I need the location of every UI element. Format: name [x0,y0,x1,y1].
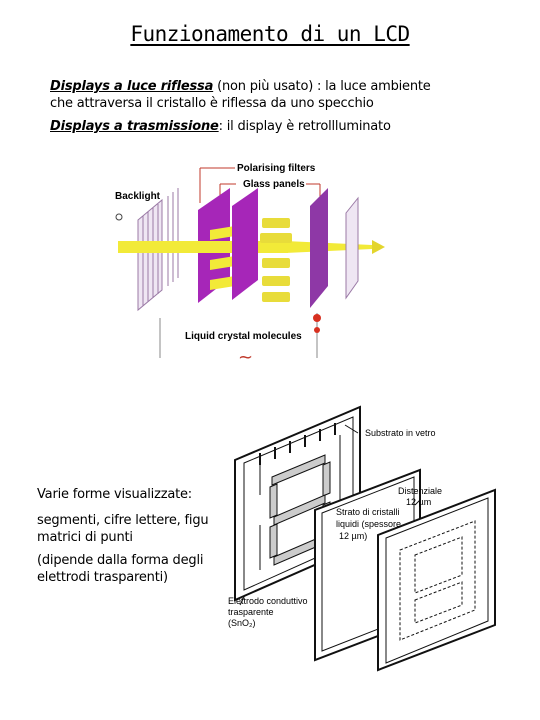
tilde-mark: ~ [238,347,254,368]
molecule-icon [313,314,321,322]
spacer-label: Distenziale [398,486,443,496]
backlight-label: Backlight [115,191,161,202]
liquid-crystal-layer-label: Strato di cristalli [336,507,400,517]
polarizing-filters-label: Polarising filters [237,163,316,174]
molecule-icon [314,327,320,333]
liquid-crystal-molecules-label: Liquid crystal molecules [185,331,302,342]
transmissive-display-text: : il display è retrollluminato [218,119,391,134]
page-title: Funzionamento di un LCD [130,22,410,46]
liquid-crystal-layer-label: liquidi (spessore [336,519,402,529]
display-forms-note: elettrodi trasparenti) [37,570,168,585]
display-forms-heading: Varie forme visualizzate: [37,487,192,502]
glass-panels-label: Glass panels [243,179,305,190]
glass-panel-back [232,188,258,300]
display-forms-line: matrici di punti [37,530,133,545]
electrode-label: trasparente [228,607,274,617]
reflective-display-paragraph [50,78,520,112]
light-source-icon [116,214,122,220]
liquid-crystal-blocks [260,218,292,302]
transmissive-display-heading: Displays a trasmissione [50,119,219,134]
electrode-label: (SnO₂) [228,618,256,628]
display-forms-note: (dipende dalla forma degli [37,553,204,568]
electrode-label: Elettrodo conduttivo [228,596,308,606]
reflective-display-text: (non più usato) : la luce ambiente [213,79,431,94]
polarizing-filter [310,188,328,308]
glass-substrate-label: Substrato in vetro [365,428,436,438]
display-forms-line: segmenti, cifre lettere, figu [37,513,209,528]
output-filter [346,198,358,298]
reflective-display-heading: Displays a luce riflessa [50,79,214,94]
reflective-display-text-line2: che attraversa il cristallo è riflessa da uno specchio [50,96,374,111]
liquid-crystal-layer-label: 12 µm) [339,531,368,541]
spacer-thickness-label: 12 µm [406,497,432,507]
transmissive-display-paragraph [50,118,520,135]
